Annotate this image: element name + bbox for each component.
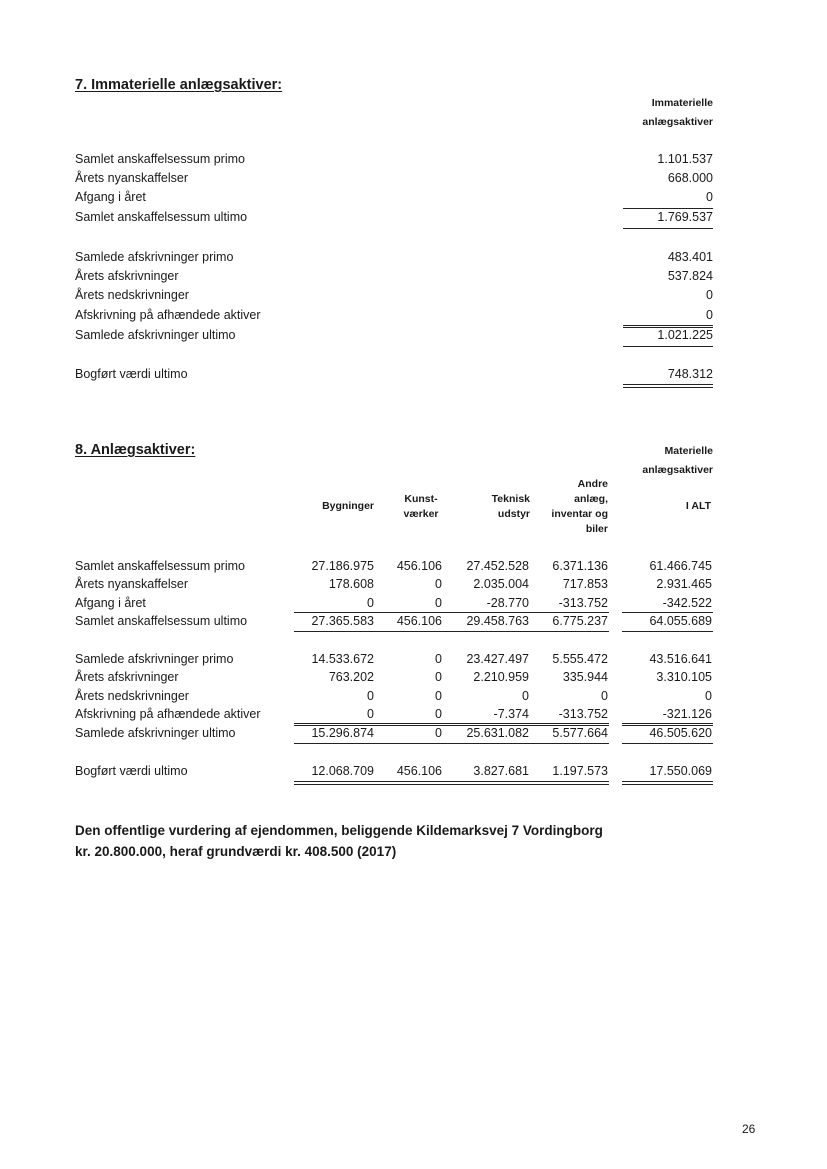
cell-value: 27.452.528 xyxy=(466,559,529,573)
total-rule xyxy=(623,346,713,347)
cell-value: -342.522 xyxy=(662,596,712,610)
section-7-column-header xyxy=(560,94,713,132)
cell-value: 12.068.709 xyxy=(311,764,374,778)
total-rule xyxy=(294,743,609,744)
cell-value: 0 xyxy=(522,689,529,703)
cell-value: 27.186.975 xyxy=(311,559,374,573)
cell-value: 0 xyxy=(435,707,442,721)
row-value: 483.401 xyxy=(667,250,713,264)
column-header-bygninger xyxy=(294,499,374,514)
column-header-line: Immaterielle xyxy=(651,97,713,109)
cell-value: 456.106 xyxy=(396,559,442,573)
column-header-line: biler xyxy=(585,523,608,535)
cell-value: 178.608 xyxy=(328,577,374,591)
row-label: Årets afskrivninger xyxy=(75,269,179,283)
cell-value: 0 xyxy=(435,726,442,740)
cell-value: 15.296.874 xyxy=(311,726,374,740)
section-8-group-header xyxy=(560,442,713,480)
column-header-teknisk-udstyr xyxy=(460,492,530,522)
cell-value: -313.752 xyxy=(558,596,608,610)
cell-value: 763.202 xyxy=(328,670,374,684)
cell-value: 0 xyxy=(367,596,374,610)
total-rule xyxy=(622,631,713,632)
note-line: kr. 20.800.000, heraf grundværdi kr. 408.500 (2017) xyxy=(75,844,397,859)
row-value: 537.824 xyxy=(667,269,713,283)
row-value: 0 xyxy=(706,288,713,302)
cell-value: 5.555.472 xyxy=(552,652,608,666)
column-header-line: Teknisk xyxy=(491,493,530,505)
row-label: Bogført værdi ultimo xyxy=(75,367,188,381)
cell-value: 5.577.664 xyxy=(552,726,608,740)
row-label: Årets nedskrivninger xyxy=(75,689,189,703)
cell-value: 29.458.763 xyxy=(466,614,529,628)
cell-value: 17.550.069 xyxy=(649,764,712,778)
total-rule xyxy=(294,631,609,632)
column-header-line: inventar og xyxy=(551,508,608,520)
group-header-line: anlægsaktiver xyxy=(642,464,713,476)
row-label: Afgang i året xyxy=(75,596,146,610)
row-label: Årets afskrivninger xyxy=(75,670,179,684)
row-label: Afskrivning på afhændede aktiver xyxy=(75,707,261,721)
cell-value: 0 xyxy=(435,577,442,591)
note-line: Den offentlige vurdering af ejendommen, beliggende Kildemarksvej 7 Vordingborg xyxy=(75,823,603,838)
column-header-line: I ALT xyxy=(685,500,711,512)
column-header-line: anlæg, xyxy=(574,493,608,505)
row-label: Samlede afskrivninger primo xyxy=(75,652,234,666)
cell-value: 43.516.641 xyxy=(649,652,712,666)
cell-value: 0 xyxy=(435,652,442,666)
cell-value: 23.427.497 xyxy=(466,652,529,666)
section-7-title: 7. Immaterielle anlægsaktiver: xyxy=(75,77,283,93)
cell-value: 46.505.620 xyxy=(649,726,712,740)
subtotal-rule xyxy=(623,208,713,209)
column-header-kunstvaerker xyxy=(390,492,452,522)
cell-value: 0 xyxy=(435,670,442,684)
row-value: 1.769.537 xyxy=(657,210,713,224)
row-value: 668.000 xyxy=(667,171,713,185)
cell-value: 27.365.583 xyxy=(311,614,374,628)
book-value-double-rule xyxy=(622,781,713,785)
column-header-line: Andre xyxy=(577,478,608,490)
row-label: Årets nedskrivninger xyxy=(75,288,189,302)
row-label: Årets nyanskaffelser xyxy=(75,171,189,185)
row-value: 0 xyxy=(706,308,713,322)
row-value: 1.021.225 xyxy=(657,328,713,342)
row-label: Samlede afskrivninger primo xyxy=(75,250,234,264)
cell-value: 456.106 xyxy=(396,764,442,778)
book-value-double-rule xyxy=(623,384,713,388)
page-number: 26 xyxy=(742,1122,756,1136)
cell-value: 0 xyxy=(705,689,712,703)
cell-value: 0 xyxy=(367,707,374,721)
cell-value: 717.853 xyxy=(562,577,608,591)
row-value: 1.101.537 xyxy=(657,152,713,166)
cell-value: 1.197.573 xyxy=(552,764,608,778)
cell-value: 61.466.745 xyxy=(649,559,712,573)
column-header-andre-anlaeg xyxy=(528,477,608,537)
cell-value: 2.931.465 xyxy=(656,577,712,591)
column-header-line: udstyr xyxy=(497,508,530,520)
row-value: 748.312 xyxy=(667,367,713,381)
row-label: Afgang i året xyxy=(75,190,146,204)
column-header-line: Kunst- xyxy=(404,493,438,505)
row-label: Samlet anskaffelsessum primo xyxy=(75,559,245,573)
row-label: Samlede afskrivninger ultimo xyxy=(75,328,236,342)
cell-value: -7.374 xyxy=(493,707,529,721)
row-label: Samlet anskaffelsessum primo xyxy=(75,152,245,166)
cell-value: 2.035.004 xyxy=(473,577,529,591)
row-label: Samlet anskaffelsessum ultimo xyxy=(75,614,248,628)
total-rule xyxy=(622,743,713,744)
cell-value: 0 xyxy=(435,689,442,703)
cell-value: 6.371.136 xyxy=(552,559,608,573)
section-8-title: 8. Anlægsaktiver: xyxy=(75,442,196,458)
cell-value: 0 xyxy=(367,689,374,703)
cell-value: 6.775.237 xyxy=(552,614,608,628)
column-header-line: Bygninger xyxy=(322,500,374,512)
column-header-i-alt xyxy=(630,499,711,514)
cell-value: -313.752 xyxy=(558,707,608,721)
row-value: 0 xyxy=(706,190,713,204)
cell-value: -321.126 xyxy=(662,707,712,721)
row-label: Samlede afskrivninger ultimo xyxy=(75,726,236,740)
cell-value: 0 xyxy=(435,596,442,610)
row-label: Afskrivning på afhændede aktiver xyxy=(75,308,261,322)
cell-value: 456.106 xyxy=(396,614,442,628)
cell-value: 25.631.082 xyxy=(466,726,529,740)
subtotal-rule xyxy=(294,612,609,613)
cell-value: 335.944 xyxy=(562,670,608,684)
row-label: Samlet anskaffelsessum ultimo xyxy=(75,210,248,224)
property-valuation-note xyxy=(75,820,603,862)
group-header-line: Materielle xyxy=(664,445,713,457)
row-label: Årets nyanskaffelser xyxy=(75,577,189,591)
cell-value: 2.210.959 xyxy=(473,670,529,684)
cell-value: 0 xyxy=(601,689,608,703)
total-rule xyxy=(623,228,713,229)
book-value-double-rule xyxy=(294,781,609,785)
cell-value: -28.770 xyxy=(486,596,529,610)
subtotal-rule xyxy=(622,612,713,613)
column-header-line: værker xyxy=(403,508,439,520)
column-header-line: anlægsaktiver xyxy=(642,116,713,128)
cell-value: 64.055.689 xyxy=(649,614,712,628)
cell-value: 3.827.681 xyxy=(473,764,529,778)
cell-value: 3.310.105 xyxy=(656,670,712,684)
row-label: Bogført værdi ultimo xyxy=(75,764,188,778)
cell-value: 14.533.672 xyxy=(311,652,374,666)
